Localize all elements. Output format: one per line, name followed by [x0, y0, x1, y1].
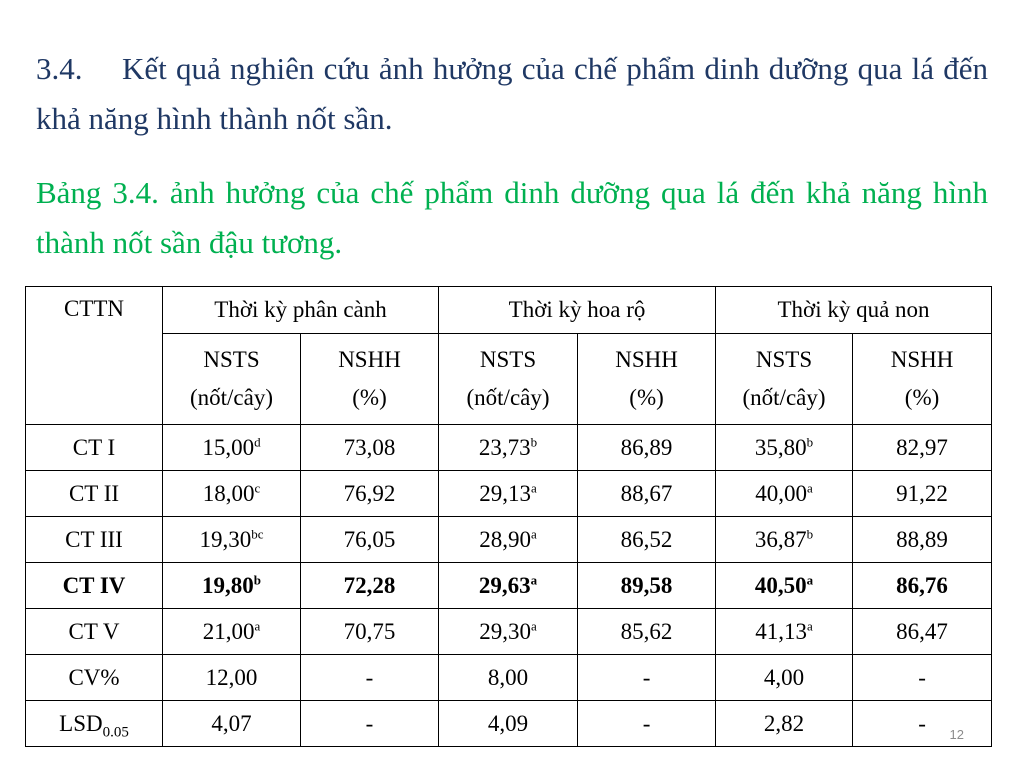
cell-value: 4,07	[211, 710, 252, 736]
significance-letter: a	[531, 617, 537, 633]
significance-letter: a	[254, 617, 261, 633]
row-label-cell	[26, 563, 163, 609]
section-heading	[36, 44, 988, 144]
cell-value: 85,62	[620, 618, 673, 644]
subheader-cell: NSTS (nốt/cây)	[163, 334, 301, 425]
row-label: LSD	[59, 710, 103, 736]
row-label-cell	[26, 517, 163, 563]
table-cell	[439, 471, 578, 517]
cell-value: 86,89	[620, 434, 673, 460]
table-row	[26, 701, 992, 747]
row-label-cell	[26, 425, 163, 471]
cell-value: 91,22	[896, 480, 948, 506]
section-title: Kết quả nghiên cứu ảnh hưởng của chế phẩm dinh dưỡng qua lá đến khả năng hình thành nốt sần.	[36, 51, 988, 136]
row-label: CT IV	[62, 572, 126, 598]
cell-value: 36,87	[754, 526, 807, 552]
cell-value: 88,67	[620, 480, 673, 506]
cell-value: 86,47	[896, 618, 948, 644]
table-cell	[853, 563, 992, 609]
section-number: 3.4.	[36, 51, 83, 86]
table-cell	[716, 609, 853, 655]
cell-value: 72,28	[343, 572, 396, 598]
cell-value: 28,90	[479, 526, 531, 552]
table-cell	[163, 563, 301, 609]
table-cell	[578, 517, 716, 563]
results-table	[25, 286, 992, 747]
table-cell	[163, 609, 301, 655]
period-header-branching: Thời kỳ phân cành	[163, 287, 439, 334]
cell-value: 82,97	[896, 434, 948, 460]
table-cell	[853, 609, 992, 655]
cell-value: 40,50	[754, 572, 807, 598]
significance-letter: a	[806, 571, 814, 587]
cell-value: 4,00	[763, 664, 805, 690]
table-cell	[853, 655, 992, 701]
table-cell	[578, 655, 716, 701]
table-cell	[301, 609, 439, 655]
table-row	[26, 563, 992, 609]
table-cell	[163, 517, 301, 563]
table-cell	[853, 701, 992, 747]
table-cell	[716, 701, 853, 747]
table-cell	[163, 701, 301, 747]
row-label-cell	[26, 655, 163, 701]
cell-value: 29,63	[478, 572, 531, 598]
table-cell	[439, 425, 578, 471]
table-subheader-row	[26, 334, 992, 425]
period-header-flowering: Thời kỳ hoa rộ	[439, 287, 716, 334]
significance-letter: a	[530, 571, 538, 587]
table-cell	[578, 471, 716, 517]
cell-value: 29,30	[479, 618, 531, 644]
cell-value: 70,75	[343, 618, 396, 644]
slide-number: 12	[949, 727, 964, 742]
significance-letter: b	[253, 571, 261, 587]
significance-letter: a	[807, 617, 813, 633]
table-cell	[853, 425, 992, 471]
table-cell	[578, 609, 716, 655]
significance-letter: d	[254, 433, 261, 449]
table-body	[26, 287, 992, 747]
cell-value: 73,08	[343, 434, 396, 460]
cell-value: 29,13	[479, 480, 531, 506]
table-cell	[301, 425, 439, 471]
table-row	[26, 655, 992, 701]
cell-value: 4,09	[487, 710, 529, 736]
subheader-cell: NSHH (%)	[853, 334, 992, 425]
table-cell	[301, 563, 439, 609]
cell-value: 12,00	[205, 664, 258, 690]
table-row	[26, 517, 992, 563]
table-caption: Bảng 3.4. ảnh hưởng của chế phẩm dinh dưỡng qua lá đến khả năng hình thành nốt sần đậu tương.	[36, 175, 988, 260]
table-row	[26, 425, 992, 471]
subheader-cell: NSTS (nốt/cây)	[716, 334, 853, 425]
significance-letter: a	[531, 479, 537, 495]
cell-value: 86,52	[620, 526, 673, 552]
cell-value: -	[918, 664, 926, 690]
row-label-cell	[26, 609, 163, 655]
table-cell	[716, 563, 853, 609]
cell-value: 89,58	[620, 572, 673, 598]
table-row	[26, 471, 992, 517]
table-cell	[301, 517, 439, 563]
significance-letter: b	[530, 433, 538, 449]
cell-value: 23,73	[478, 434, 531, 460]
significance-letter: bc	[251, 525, 264, 541]
table-cell	[301, 701, 439, 747]
table-row	[26, 609, 992, 655]
cell-value: 8,00	[487, 664, 529, 690]
cell-value: -	[918, 710, 926, 736]
cell-value: 19,30	[199, 526, 252, 552]
subheader-cell: NSTS (nốt/cây)	[439, 334, 578, 425]
significance-letter: b	[806, 525, 814, 541]
table-cell	[439, 655, 578, 701]
table-cell	[163, 471, 301, 517]
period-header-young-pod: Thời kỳ quả non	[716, 287, 992, 334]
significance-letter: c	[254, 479, 261, 495]
row-label-subscript: 0.05	[102, 724, 129, 741]
table-cell	[439, 609, 578, 655]
cell-value: -	[642, 710, 651, 736]
cell-value: -	[642, 664, 651, 690]
cell-value: 76,05	[343, 526, 396, 552]
subheader-cell: NSHH (%)	[301, 334, 439, 425]
cell-value: -	[365, 664, 374, 690]
table-cell	[853, 471, 992, 517]
cell-value: 86,76	[896, 572, 948, 598]
table-cell	[716, 655, 853, 701]
table-cell	[439, 701, 578, 747]
cell-value: 40,00	[755, 480, 808, 506]
cell-value: 41,13	[755, 618, 808, 644]
table-cell	[578, 563, 716, 609]
significance-letter: a	[807, 479, 813, 495]
table-cell	[578, 425, 716, 471]
row-label: CT I	[72, 434, 116, 460]
significance-letter: a	[531, 525, 537, 541]
table-cell	[716, 471, 853, 517]
table-cell	[716, 517, 853, 563]
cell-value: 2,82	[763, 710, 805, 736]
row-label: CV%	[68, 664, 120, 690]
table-header-row	[26, 287, 992, 334]
table-cell	[301, 471, 439, 517]
cell-value: 15,00	[202, 434, 255, 460]
cell-value: 88,89	[896, 526, 948, 552]
row-label-cell	[26, 471, 163, 517]
cell-value: -	[365, 710, 374, 736]
row-label-cell	[26, 701, 163, 747]
table-cell	[853, 517, 992, 563]
table-cell	[301, 655, 439, 701]
table-cell	[578, 701, 716, 747]
subheader-cell: NSHH (%)	[578, 334, 716, 425]
table-cell	[439, 563, 578, 609]
row-label: CT V	[68, 618, 120, 644]
cell-value: 18,00	[202, 480, 255, 506]
cell-value: 19,80	[202, 572, 254, 598]
table-cell	[163, 655, 301, 701]
cell-value: 76,92	[343, 480, 396, 506]
row-header-cttn: CTTN	[26, 287, 163, 425]
table-cell	[716, 425, 853, 471]
cell-value: 35,80	[754, 434, 807, 460]
cell-value: 21,00	[202, 618, 255, 644]
table-cell	[439, 517, 578, 563]
row-label: CT II	[68, 480, 120, 506]
table-cell	[163, 425, 301, 471]
significance-letter: b	[806, 433, 814, 449]
row-label: CT III	[65, 526, 123, 552]
